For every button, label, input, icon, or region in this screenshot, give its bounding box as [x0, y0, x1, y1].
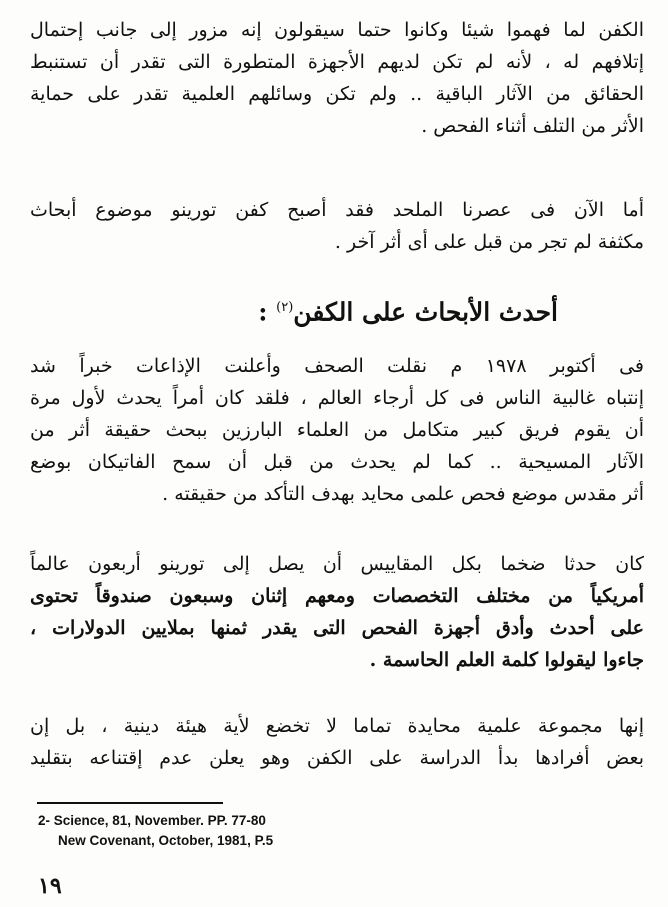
paragraph-line: أمريكياً من مختلف التخصصات ومعهم إثنان وسبعون صندوقاً تحتوى	[30, 585, 644, 607]
paragraph-line: إنتباه غالبية الناس فى كل أرجاء العالم ، فلقد كان أمراً يحدث لأول مرة	[30, 387, 644, 409]
paragraph-line: جاءوا ليقولوا كلمة العلم الحاسمة .	[369, 649, 644, 671]
paragraph-5	[30, 710, 644, 774]
paragraph-line: الآثار المسيحية .. كما لم يحدث من قبل أن سمح الفاتيكان بوضع	[30, 451, 644, 473]
paragraph-line: إنها مجموعة علمية محايدة تماما لا تخضع لأية هيئة دينية ، بل إن	[30, 715, 644, 737]
paragraph-line: أما الآن فى عصرنا الملحد فقد أصبح كفن تورينو موضوع أبحاث	[30, 199, 644, 221]
paragraph-4	[30, 548, 644, 676]
paragraph-line: أثر مقدس موضع فحص علمى محايد بهدف التأكد من حقيقته .	[162, 483, 644, 505]
paragraph-line: بعض أفرادها بدأ الدراسة على الكفن وهو يعلن عدم إقتناعه بتقليد	[30, 747, 644, 769]
footnote-line-1: 2- Science, 81, November. PP. 77-80	[38, 813, 266, 828]
page-number: ١٩	[38, 873, 62, 899]
paragraph-line: أن يقوم فريق كبير متكامل من العلماء البارزين ببحث حقيقة أثر من	[30, 419, 644, 441]
paragraph-line: الأثر من التلف أثناء الفحص .	[421, 115, 644, 137]
footnote-line-2: New Covenant, October, 1981, P.5	[58, 833, 274, 848]
paragraph-line: الحقائق من الآثار الباقية .. ولم تكن وسائلهم العلمية تقدر على حماية	[30, 83, 644, 105]
footnote-reference: (٢)	[276, 300, 294, 315]
paragraph-line: إتلافهم له ، لأنه لم تكن لديهم الأجهزة المتطورة التى تقدر أن تستنبط	[30, 51, 644, 73]
heading-colon: :	[258, 297, 277, 327]
footnote-divider	[37, 802, 223, 804]
paragraph-line: على أحدث وأدق أجهزة الفحص التى يقدر ثمنها بملايين الدولارات ،	[30, 617, 644, 639]
paragraph-line: الكفن لما فهموا شيئا وكانوا حتما سيقولون إنه مزور إلى جانب إحتمال	[30, 19, 644, 41]
paragraph-1	[30, 14, 644, 142]
paragraph-3	[30, 350, 644, 510]
section-heading-text: أحدث الأبحاث على الكفن	[293, 297, 558, 327]
section-heading	[258, 288, 558, 332]
paragraph-line: كان حدثا ضخما بكل المقاييس أن يصل إلى تورينو أربعون عالماً	[30, 553, 644, 575]
paragraph-line: مكثفة لم تجر من قبل على أى أثر آخر .	[334, 231, 644, 253]
paragraph-2	[30, 194, 644, 258]
paragraph-line: فى أكتوبر ١٩٧٨ م نقلت الصحف وأعلنت الإذاعات خبراً شد	[30, 355, 644, 377]
